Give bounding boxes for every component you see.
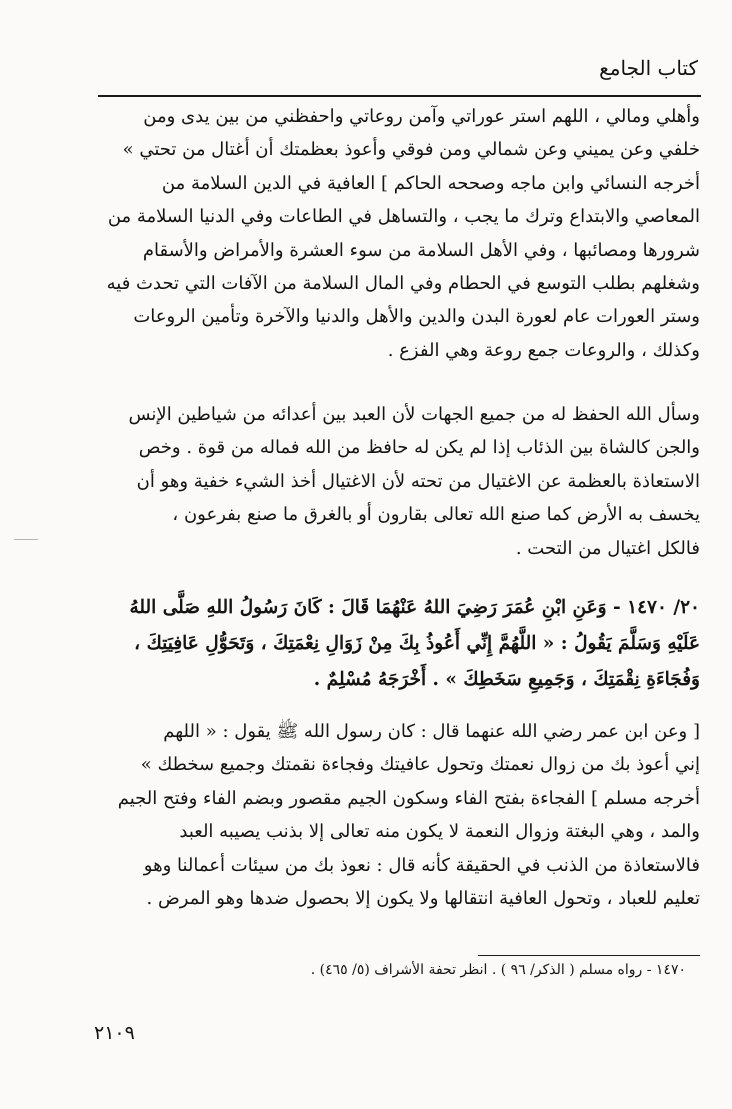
text-line: يخسف به الأرض كما صنع الله تعالى بقارون أو بالغرق ما صنع بفرعون ، — [172, 504, 700, 526]
text-line: شرورها ومصائبها ، وفي الأهل السلامة من سوء العشرة والأمراض والأسقام — [142, 239, 700, 261]
text-line: وستر العورات عام لعورة البدن والدين والأهل والدنيا والآخرة وتأمين الروعات — [133, 306, 700, 328]
text-line: وأهلي ومالي ، اللهم استر عوراتي وآمن روعاتي واحفظني من بين يدى ومن — [143, 106, 700, 127]
hadith-text — [100, 590, 700, 698]
text-line: وشغلهم بطلب التوسع في الحطام وفي المال السلامة من الآفات التي تحدث فيه — [106, 273, 700, 295]
hadith-line: ٢٠/ ١٤٧٠ - وَعَنِ ابْنِ عُمَرَ رَضِيَ اللهُ عَنْهُمَا قَالَ : كَانَ رَسُولُ اللهِ صَلَّى اللهُ — [129, 597, 700, 618]
text-line: إني أعوذ بك من زوال نعمتك وتحول عافيتك وفجاءة نقمتك وجميع سخطك » — [140, 754, 700, 776]
text-line: تعليم للعباد ، وتحول العافية انتقالها ولا يكون إلا بحصول ضدها وهو المرض . — [146, 888, 700, 910]
hadith-line: عَلَيْهِ وَسَلَّمَ يَقُولُ : « اللَّهُمَّ إِنِّي أَعُوذُ بِكَ مِنْ زَوَالِ نِعْمَتِكَ ، وَتَحَوُّلِ عَافِيَتِكَ ، — [134, 633, 700, 654]
footnote-rule — [478, 955, 700, 956]
text-line: [ وعن ابن عمر رضي الله عنهما قال : كان رسول الله ﷺ يقول : « اللهم — [163, 721, 700, 742]
paragraph-commentary-2 — [100, 398, 700, 565]
running-title: كتاب الجامع — [599, 56, 698, 80]
header-rule — [98, 95, 701, 97]
text-line: فالاستعاذة من الذنب في الحقيقة كأنه قال : نعوذ بك من سيئات أعمالنا وهو — [143, 854, 700, 876]
paragraph-commentary-1 — [100, 100, 700, 367]
hadith-line: وَفُجَاءَةِ نِقْمَتِكَ ، وَجَمِيعِ سَخَطِكَ » . أَخْرَجَهُ مُسْلِمٌ . — [313, 669, 700, 690]
text-line: المعاصي والابتداع وترك ما يجب ، والتساهل في الطاعات وفي الدنيا السلامة من — [107, 206, 700, 228]
text-line: خلفي وعن يميني وعن شمالي ومن فوقي وأعوذ بعظمتك أن أغتال من تحتي » — [122, 139, 700, 161]
page-number: ٢١٠٩ — [94, 1022, 135, 1044]
footnote: ١٤٧٠ - رواه مسلم ( الذكر/ ٩٦ ) . انظر تحفة الأشراف (٥/ ٤٦٥) . — [310, 962, 686, 978]
text-line: فالكل اغتيال من التحت . — [515, 537, 700, 559]
text-line: أخرجه مسلم ] الفجاءة بفتح الفاء وسكون الجيم مقصور وبضم الفاء وفتح الجيم — [117, 787, 700, 809]
margin-mark — [14, 539, 38, 540]
text-line: والجن كالشاة بين الذئاب إذا لم يكن له حافظ من الله فماله من قوة . وخص — [138, 437, 700, 459]
text-line: الاستعاذة بالعظمة عن الاغتيال من تحته لأن الاغتيال أخذ الشيء خفية وهو أن — [136, 470, 700, 492]
text-line: وسأل الله الحفظ له من جميع الجهات لأن العبد بين أعدائه من شياطين الإنس — [128, 404, 700, 425]
text-line: والمد ، وهي البغتة وزوال النعمة لا يكون منه تعالى إلا بذنب يصيبه العبد — [179, 821, 700, 843]
text-line: وكذلك ، والروعات جمع روعة وهي الفزع . — [387, 339, 700, 361]
paragraph-commentary-3 — [100, 715, 700, 915]
text-line: أخرجه النسائي وابن ماجه وصححه الحاكم ] العافية في الدين السلامة من — [161, 172, 700, 194]
